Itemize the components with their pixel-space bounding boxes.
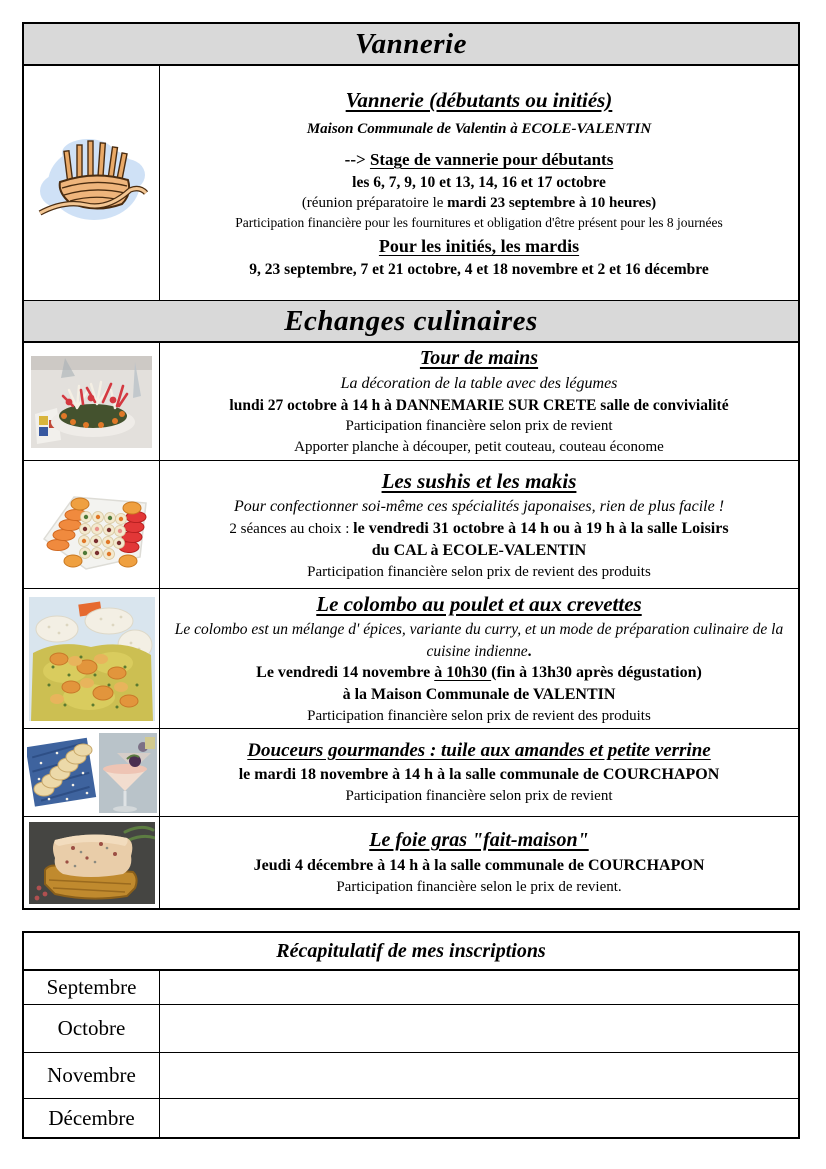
activity-title: Le colombo au poulet et aux crevettes — [316, 592, 642, 617]
activity-schedule — [256, 662, 702, 684]
activity-participation: Participation financière selon prix de revient des produits — [307, 563, 651, 580]
activity-row-sushis — [24, 461, 798, 589]
section-header-echanges — [24, 301, 798, 343]
verrines-photo — [99, 733, 157, 813]
activities-table — [22, 22, 800, 910]
colombo-curry-photo — [29, 597, 155, 721]
activity-description: La décoration de la table avec des légumes — [340, 374, 618, 392]
schedule-end: (fin à 13h30 après dégustation) — [491, 663, 702, 681]
vannerie-inities-title: Pour les initiés, les mardis — [378, 236, 580, 257]
section-header-vannerie — [24, 24, 798, 66]
activity-title: Le foie gras "fait-maison" — [369, 829, 589, 852]
inscription-cell-decembre — [160, 1099, 798, 1137]
activity-schedule-line2: du CAL à ECOLE-VALENTIN — [371, 541, 587, 559]
month-label: Octobre — [24, 1005, 160, 1052]
activity-participation: Participation financière selon prix de revient des produits — [307, 708, 651, 725]
arrow-marker: --> — [344, 150, 370, 170]
vannerie-title: Vannerie (débutants ou initiés) — [345, 87, 613, 112]
activity-schedule-line2: à la Maison Communale de VALENTIN — [342, 686, 616, 704]
activity-row-douceurs — [24, 729, 798, 817]
activity-participation: Participation financière selon le prix de revient. — [336, 878, 622, 895]
activity-row-tour-de-mains — [24, 343, 798, 461]
wicker-basket-image — [32, 129, 152, 237]
activity-description: Pour confectionner soi-même ces spécialités japonaises, rien de plus facile ! — [233, 497, 725, 515]
vannerie-inities-dates: 9, 23 septembre, 7 et 21 octobre, 4 et 18 novembre et 2 et 16 décembre — [249, 261, 709, 279]
colombo-text-cell — [160, 589, 798, 728]
sushis-text-cell — [160, 461, 798, 588]
tour-de-mains-text-cell — [160, 343, 798, 460]
recap-table — [22, 931, 800, 1139]
inscription-cell-novembre — [160, 1053, 798, 1098]
vannerie-meeting-regular: (réunion préparatoire le — [301, 194, 448, 211]
schedule-start: Le vendredi 14 novembre — [256, 663, 435, 681]
tour-de-mains-image-cell — [24, 343, 160, 460]
vannerie-stage-dates: les 6, 7, 9, 10 et 13, 14, 16 et 17 octobre — [352, 173, 606, 191]
recap-row-septembre — [24, 971, 798, 1005]
schedule-time-underlined: à 10h30 — [434, 663, 492, 681]
activity-description — [172, 619, 786, 662]
schedule-bold: le vendredi 31 octobre à 14 h ou à 19 h à la salle Loisirs — [353, 519, 729, 537]
activity-schedule — [229, 518, 728, 540]
vannerie-section-title: Vannerie — [355, 27, 467, 60]
vannerie-meeting-bold: mardi 23 septembre à 10 heures) — [447, 194, 657, 211]
vannerie-text-cell — [160, 66, 798, 300]
activity-extra: Apporter planche à découper, petit couteau, couteau économe — [294, 439, 664, 456]
echanges-section-title: Echanges culinaires — [284, 304, 538, 337]
vannerie-image-cell — [24, 66, 160, 300]
foie-gras-image-cell — [24, 817, 160, 908]
month-label: Décembre — [24, 1099, 160, 1137]
colombo-image-cell — [24, 589, 160, 728]
activity-participation: Participation financière selon prix de revient — [345, 788, 613, 805]
activity-schedule: le mardi 18 novembre à 14 h à la salle communale de COURCHAPON — [238, 766, 720, 784]
activity-row-foie-gras — [24, 817, 798, 908]
vannerie-location: Maison Communale de Valentin à ECOLE-VALENTIN — [306, 121, 652, 138]
description-text: Le colombo est un mélange d' épices, variante du curry, et un mode de préparation culinaire de la cuisine indienne — [174, 621, 784, 660]
recap-row-octobre — [24, 1005, 798, 1053]
inscription-cell-septembre — [160, 971, 798, 1004]
douceurs-text-cell — [160, 729, 798, 816]
activity-schedule: lundi 27 octobre à 14 h à DANNEMARIE SUR CRETE salle de convivialité — [229, 396, 729, 414]
description-period: . — [527, 642, 532, 660]
douceurs-image-cell — [24, 729, 160, 816]
recap-title: Récapitulatif de mes inscriptions — [24, 933, 798, 971]
vannerie-stage-line — [345, 148, 614, 171]
month-label: Septembre — [24, 971, 160, 1004]
recap-row-novembre — [24, 1053, 798, 1099]
activity-participation: Participation financière selon prix de revient — [345, 418, 613, 435]
activity-schedule: Jeudi 4 décembre à 14 h à la salle communale de COURCHAPON — [253, 856, 705, 874]
vannerie-row — [24, 66, 798, 301]
sushis-image-cell — [24, 461, 160, 588]
activity-row-colombo — [24, 589, 798, 729]
activity-title: Tour de mains — [419, 347, 539, 370]
sushi-platter-photo — [28, 477, 156, 573]
activity-title: Douceurs gourmandes : tuile aux amandes et petite verrine — [247, 740, 711, 761]
foie-gras-photo — [29, 822, 155, 904]
vannerie-meeting-line — [302, 193, 656, 214]
vannerie-participation: Participation financière pour les fournitures et obligation d'être présent pour les 8 journées — [235, 214, 723, 230]
schedule-prefix: 2 séances au choix : — [229, 520, 354, 537]
vannerie-stage-title: Stage de vannerie pour débutants — [369, 150, 614, 170]
inscription-cell-octobre — [160, 1005, 798, 1052]
douceurs-photos — [27, 733, 157, 813]
month-label: Novembre — [24, 1053, 160, 1098]
recap-row-decembre — [24, 1099, 798, 1137]
foie-gras-text-cell — [160, 817, 798, 908]
activity-title: Les sushis et les makis — [381, 468, 577, 493]
vegetable-decoration-photo — [31, 356, 152, 448]
tuiles-amandes-photo — [27, 733, 97, 813]
